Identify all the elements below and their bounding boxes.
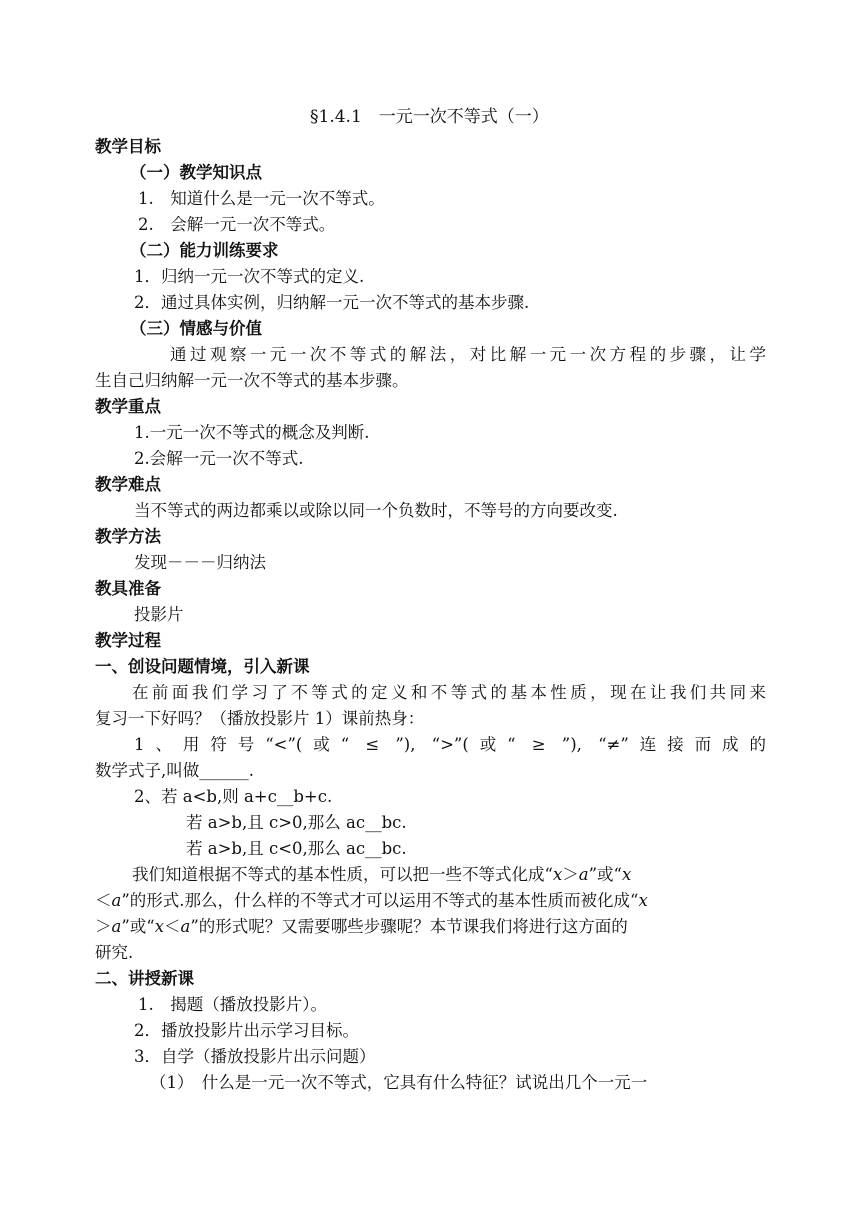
transition-paragraph-line-2: [95, 888, 648, 914]
transition-paragraph-line-3: [95, 914, 628, 940]
text-run: ”或“: [121, 917, 155, 936]
knowledge-item-2: 2. 会解一元一次不等式。: [138, 215, 336, 234]
knowledge-item-1: 1. 知道什么是一元一次不等式。: [138, 189, 385, 208]
new-lesson-step-1: 1. 揭题（播放投影片）。: [138, 995, 327, 1014]
teaching-method-text: 发现－－－归纳法: [134, 553, 266, 572]
text-run: ＜: [95, 891, 112, 910]
intro-paragraph-line-1: 在前面我们学习了不等式的定义和不等式的基本性质，现在让我们共同来: [132, 683, 766, 702]
heading-key-points: 教学重点: [95, 397, 161, 416]
new-lesson-step-2: 2．播放投影片出示学习目标。: [134, 1021, 359, 1040]
variable-x: x: [154, 917, 165, 936]
variable-a: a: [111, 917, 122, 936]
heading-difficult-points: 教学难点: [95, 475, 161, 494]
text-run: ＞: [562, 865, 579, 884]
warmup-question-2-case-2: 若 a>b,且 c<0,那么 ac__bc.: [186, 839, 407, 858]
ability-item-1: 1．归纳一元一次不等式的定义.: [134, 267, 365, 286]
subheading-ability: （二）能力训练要求: [130, 241, 279, 260]
emotion-paragraph-line-1: 通过观察一元一次不等式的解法，对比解一元一次方程的步骤，让学: [170, 345, 766, 364]
key-point-1: 1.一元一次不等式的概念及判断.: [134, 423, 370, 442]
text-run: ”的形式呢？又需要哪些步骤呢？本节课我们将进行这方面的: [190, 917, 628, 936]
variable-a: a: [111, 891, 122, 910]
transition-paragraph-line-4: 研究.: [95, 943, 134, 962]
page-title: §1.4.1 一元一次不等式（一）: [310, 107, 549, 127]
heading-teaching-tools: 教具准备: [95, 579, 161, 598]
transition-paragraph-line-1: [132, 862, 631, 888]
variable-x: x: [621, 865, 632, 884]
warmup-question-2: 2、若 a<b,则 a+c__b+c.: [134, 787, 333, 806]
warmup-question-1-line-1: 1、用符号“<”(或“ ≤ ”), “>”(或“ ≥ ”), “≠”连接而成的: [134, 735, 766, 754]
subheading-emotion: （三）情感与价值: [130, 319, 262, 338]
emotion-paragraph-line-2: 生自己归纳解一元一次不等式的基本步骤。: [95, 371, 409, 390]
key-point-2: 2.会解一元一次不等式.: [134, 449, 304, 468]
text-run: ＞: [95, 917, 112, 936]
ability-item-2: 2．通过具体实例，归纳解一元一次不等式的基本步骤.: [134, 293, 530, 312]
variable-a: a: [180, 917, 191, 936]
new-lesson-step-3: 3．自学（播放投影片出示问题）: [134, 1047, 376, 1066]
intro-paragraph-line-2: 复习一下好吗？（播放投影片 1）课前热身：: [95, 709, 425, 728]
self-study-question-1: （1） 什么是一元一次不等式，它具有什么特征？试说出几个一元一: [150, 1073, 648, 1092]
subheading-knowledge: （一）教学知识点: [130, 163, 262, 182]
variable-a: a: [578, 865, 589, 884]
heading-teaching-goals: 教学目标: [95, 137, 161, 156]
heading-part-two: 二、讲授新课: [95, 969, 194, 988]
text-run: ＜: [164, 917, 181, 936]
difficult-point-1: 当不等式的两边都乘以或除以同一个负数时，不等号的方向要改变.: [134, 501, 618, 520]
warmup-question-1-line-2: 数学式子,叫做______.: [95, 761, 254, 780]
heading-teaching-method: 教学方法: [95, 527, 161, 546]
text-run: 我们知道根据不等式的基本性质，可以把一些不等式化成“: [132, 865, 553, 884]
variable-x: x: [552, 865, 563, 884]
variable-x: x: [638, 891, 648, 910]
teaching-tools-text: 投影片: [134, 605, 184, 624]
heading-teaching-process: 教学过程: [95, 631, 161, 650]
text-run: ”或“: [588, 865, 622, 884]
warmup-question-2-case-1: 若 a>b,且 c>0,那么 ac__bc.: [186, 813, 407, 832]
heading-part-one: 一、创设问题情境，引入新课: [95, 657, 310, 676]
text-run: ”的形式.那么，什么样的不等式才可以运用不等式的基本性质而被化成“: [121, 891, 639, 910]
